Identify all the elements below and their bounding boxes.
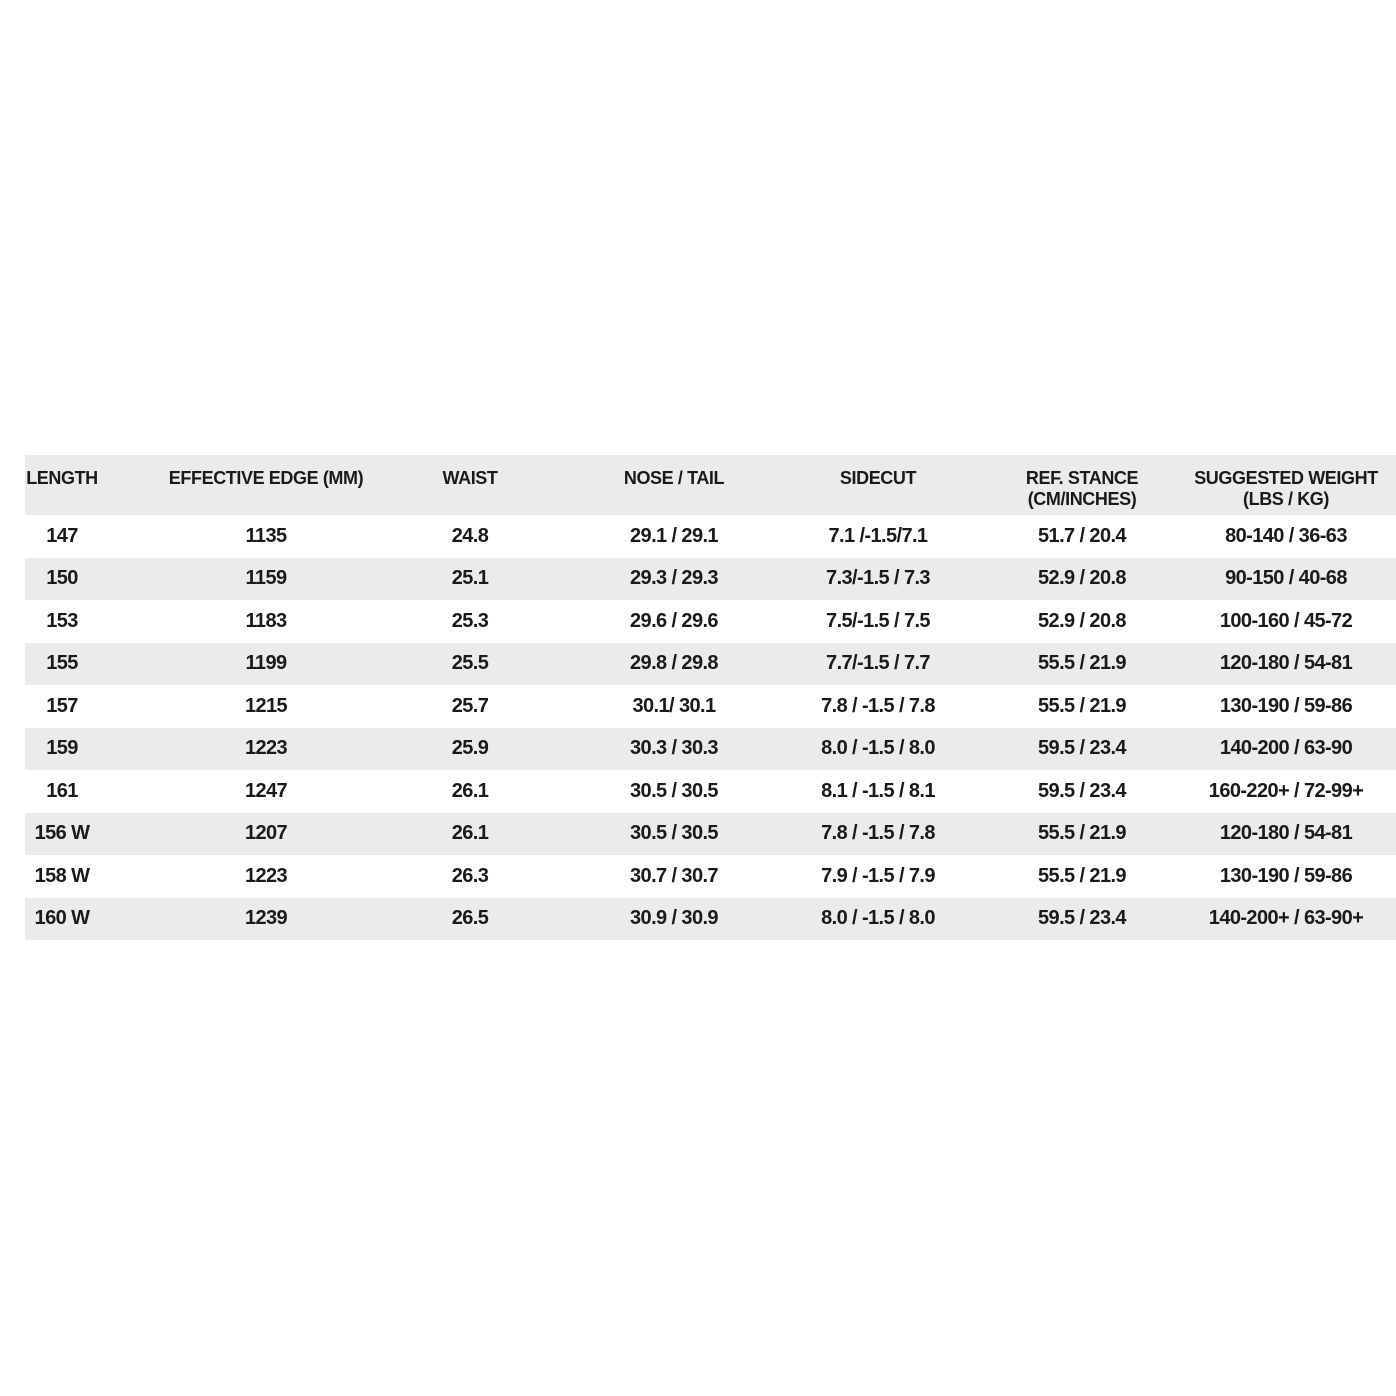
cell-length: 153 (46, 609, 78, 632)
cell-effective-edge: 1207 (244, 822, 288, 845)
cell-suggested-weight: 160-220+ / 72-99+ (1208, 779, 1364, 802)
cell-suggested-weight: 130-190 / 59-86 (1219, 694, 1353, 717)
header-label: WAIST (442, 468, 498, 488)
cell-suggested-weight: 90-150 / 40-68 (1225, 567, 1347, 590)
row-grid (0, 728, 1388, 771)
cell-ref-stance: 55.5 / 21.9 (1038, 694, 1126, 717)
cell-length: 155 (46, 652, 78, 675)
row-grid (0, 558, 1388, 601)
cell-length: 157 (46, 694, 78, 717)
row-grid (0, 685, 1388, 728)
cell-sidecut: 7.8 / -1.5 / 7.8 (821, 694, 935, 717)
cell-waist: 25.1 (451, 567, 489, 590)
cell-ref-stance: 55.5 / 21.9 (1038, 864, 1126, 887)
cell-nose-tail: 29.1 / 29.1 (630, 524, 718, 547)
header-label-line2: (LBS / KG) (1243, 488, 1329, 509)
cell-length: 161 (46, 779, 78, 802)
cell-length: 150 (46, 567, 78, 590)
cell-effective-edge: 1239 (244, 907, 288, 930)
cell-effective-edge: 1215 (244, 694, 288, 717)
cell-waist: 26.1 (451, 779, 489, 802)
cell-effective-edge: 1223 (244, 737, 288, 760)
cell-effective-edge: 1135 (245, 524, 287, 547)
table-row-153 (25, 600, 1396, 643)
cell-sidecut: 7.1 /-1.5/7.1 (828, 524, 928, 547)
cell-suggested-weight: 140-200 / 63-90 (1219, 737, 1353, 760)
table-row-158w (25, 855, 1396, 898)
header-label: SUGGESTED WEIGHT (1194, 468, 1378, 488)
table-header-row (25, 455, 1396, 515)
header-sidecut (776, 455, 980, 515)
cell-length: 156 W (34, 822, 90, 845)
cell-nose-tail: 30.5 / 30.5 (630, 779, 718, 802)
cell-ref-stance: 55.5 / 21.9 (1038, 822, 1126, 845)
cell-ref-stance: 59.5 / 23.4 (1038, 737, 1126, 760)
cell-nose-tail: 29.8 / 29.8 (630, 652, 718, 675)
table-row-159 (25, 728, 1396, 771)
cell-sidecut: 7.5/-1.5 / 7.5 (826, 609, 930, 632)
cell-waist: 26.5 (451, 907, 489, 930)
cell-suggested-weight: 120-180 / 54-81 (1219, 822, 1353, 845)
row-grid (0, 898, 1388, 941)
cell-effective-edge: 1159 (245, 567, 287, 590)
table-row-147 (25, 515, 1396, 558)
cell-nose-tail: 30.5 / 30.5 (630, 822, 718, 845)
header-label: LENGTH (26, 468, 98, 488)
table-row-150 (25, 558, 1396, 601)
cell-length: 160 W (34, 907, 90, 930)
header-label: REF. STANCE (1025, 468, 1139, 488)
cell-ref-stance: 52.9 / 20.8 (1038, 567, 1126, 590)
table-row-160w (25, 898, 1396, 941)
cell-waist: 25.3 (451, 609, 489, 632)
cell-nose-tail: 29.3 / 29.3 (630, 567, 718, 590)
row-grid (0, 770, 1388, 813)
cell-nose-tail: 30.3 / 30.3 (630, 737, 718, 760)
cell-nose-tail: 30.7 / 30.7 (630, 864, 718, 887)
header-nose-tail (572, 455, 776, 515)
row-grid (0, 855, 1388, 898)
cell-suggested-weight: 120-180 / 54-81 (1219, 652, 1353, 675)
cell-ref-stance: 59.5 / 23.4 (1038, 907, 1126, 930)
row-grid (0, 813, 1388, 856)
cell-effective-edge: 1183 (245, 609, 287, 632)
cell-waist: 26.1 (451, 822, 489, 845)
cell-suggested-weight: 100-160 / 45-72 (1219, 609, 1353, 632)
header-waist (368, 455, 572, 515)
cell-nose-tail: 30.1/ 30.1 (632, 694, 716, 717)
header-grid (0, 455, 1388, 515)
row-grid (0, 643, 1388, 686)
spec-table (25, 455, 1396, 940)
cell-ref-stance: 52.9 / 20.8 (1038, 609, 1126, 632)
header-length (0, 455, 164, 515)
cell-effective-edge: 1223 (244, 864, 288, 887)
row-grid (0, 600, 1388, 643)
cell-sidecut: 7.3/-1.5 / 7.3 (826, 567, 930, 590)
cell-waist: 26.3 (451, 864, 489, 887)
cell-nose-tail: 30.9 / 30.9 (630, 907, 718, 930)
header-effective-edge (164, 455, 368, 515)
cell-effective-edge: 1247 (244, 779, 288, 802)
header-label: NOSE / TAIL (623, 468, 725, 488)
cell-sidecut: 7.9 / -1.5 / 7.9 (821, 864, 935, 887)
cell-waist: 25.5 (451, 652, 489, 675)
table-row-157 (25, 685, 1396, 728)
cell-nose-tail: 29.6 / 29.6 (630, 609, 718, 632)
cell-sidecut: 8.0 / -1.5 / 8.0 (821, 737, 935, 760)
cell-ref-stance: 59.5 / 23.4 (1038, 779, 1126, 802)
cell-suggested-weight: 140-200+ / 63-90+ (1208, 907, 1364, 930)
cell-suggested-weight: 130-190 / 59-86 (1219, 864, 1353, 887)
cell-suggested-weight: 80-140 / 36-63 (1225, 524, 1347, 547)
cell-length: 159 (46, 737, 78, 760)
cell-waist: 25.7 (451, 694, 489, 717)
cell-sidecut: 7.7/-1.5 / 7.7 (826, 652, 930, 675)
cell-length: 158 W (34, 864, 90, 887)
row-grid (0, 515, 1388, 558)
table-row-161 (25, 770, 1396, 813)
cell-waist: 25.9 (451, 737, 489, 760)
header-suggested-weight (1184, 455, 1388, 515)
header-label: SIDECUT (839, 468, 917, 488)
table-row-155 (25, 643, 1396, 686)
cell-sidecut: 7.8 / -1.5 / 7.8 (821, 822, 935, 845)
cell-sidecut: 8.0 / -1.5 / 8.0 (821, 907, 935, 930)
header-label-line2: (CM/INCHES) (1027, 488, 1137, 509)
cell-waist: 24.8 (451, 524, 489, 547)
table-row-156w (25, 813, 1396, 856)
cell-length: 147 (46, 524, 78, 547)
cell-ref-stance: 51.7 / 20.4 (1038, 524, 1126, 547)
cell-effective-edge: 1199 (245, 652, 287, 675)
header-ref-stance (980, 455, 1184, 515)
cell-ref-stance: 55.5 / 21.9 (1038, 652, 1126, 675)
header-label: EFFECTIVE EDGE (MM) (168, 468, 364, 488)
cell-sidecut: 8.1 / -1.5 / 8.1 (821, 779, 935, 802)
